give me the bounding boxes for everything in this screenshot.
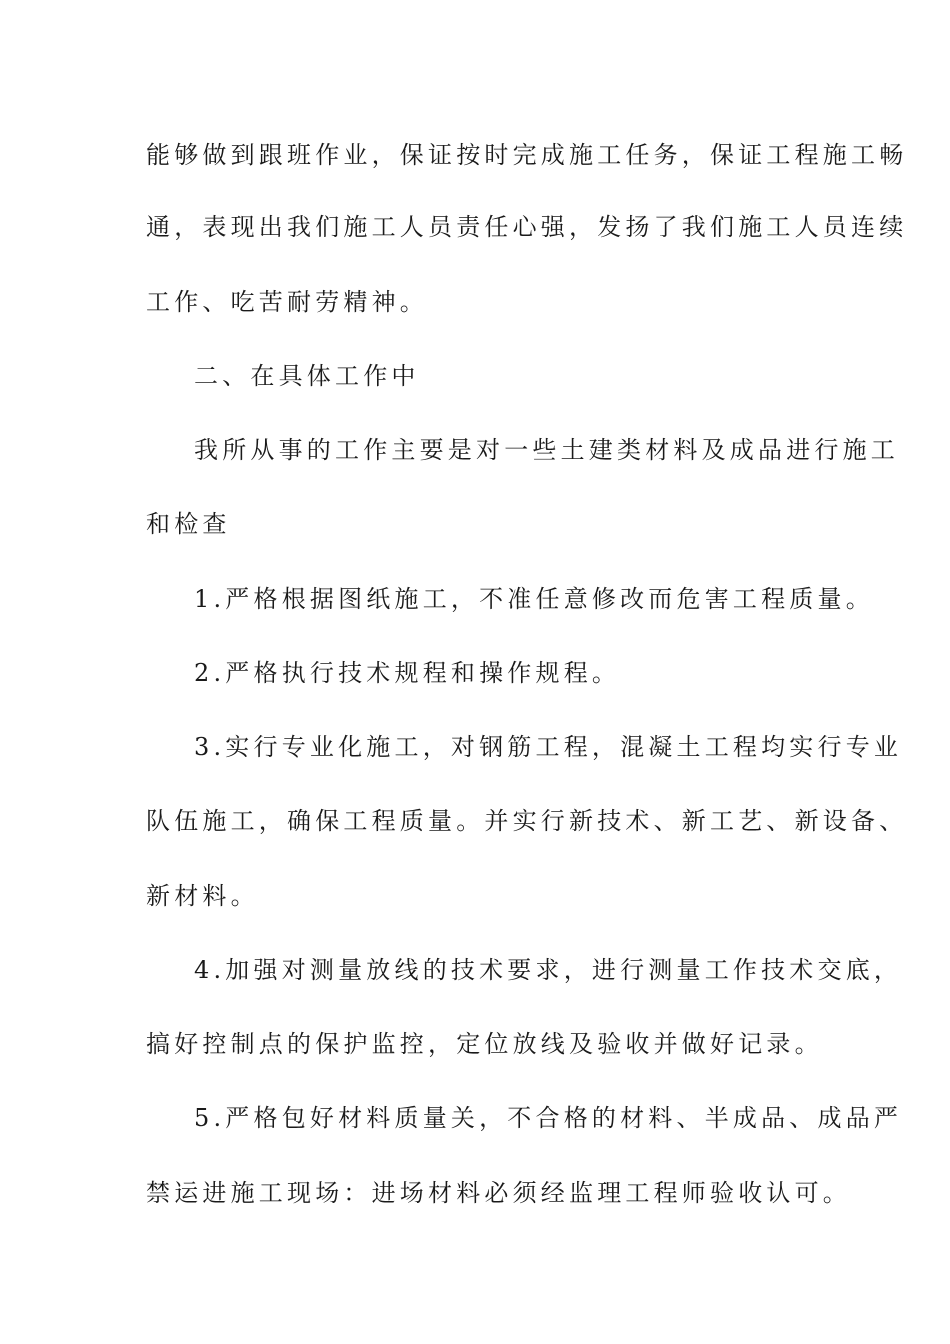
list-item: 3.实行专业化施工，对钢筋工程，混凝土工程均实行专业 (194, 733, 903, 761)
paragraph-line: 通，表现出我们施工人员责任心强，发扬了我们施工人员连续 (146, 213, 908, 241)
paragraph-line: 我所从事的工作主要是对一些土建类材料及成品进行施工 (194, 436, 899, 464)
list-item: 1.严格根据图纸施工，不准任意修改而危害工程质量。 (194, 585, 874, 613)
paragraph-line: 搞好控制点的保护监控，定位放线及验收并做好记录。 (146, 1030, 823, 1058)
paragraph-line: 新材料。 (146, 882, 259, 910)
paragraph-line: 队伍施工，确保工程质量。并实行新技术、新工艺、新设备、 (146, 807, 908, 835)
list-item: 4.加强对测量放线的技术要求，进行测量工作技术交底， (194, 956, 903, 984)
list-item: 5.严格包好材料质量关，不合格的材料、半成品、成品严 (194, 1104, 903, 1132)
section-heading: 二、在具体工作中 (194, 362, 420, 390)
paragraph-line: 能够做到跟班作业，保证按时完成施工任务，保证工程施工畅 (146, 141, 908, 169)
paragraph-line: 工作、吃苦耐劳精神。 (146, 288, 428, 316)
list-item: 2.严格执行技术规程和操作规程。 (194, 659, 621, 687)
paragraph-line: 和检查 (146, 510, 231, 538)
paragraph-line: 禁运进施工现场：进场材料必须经监理工程师验收认可。 (146, 1179, 851, 1207)
